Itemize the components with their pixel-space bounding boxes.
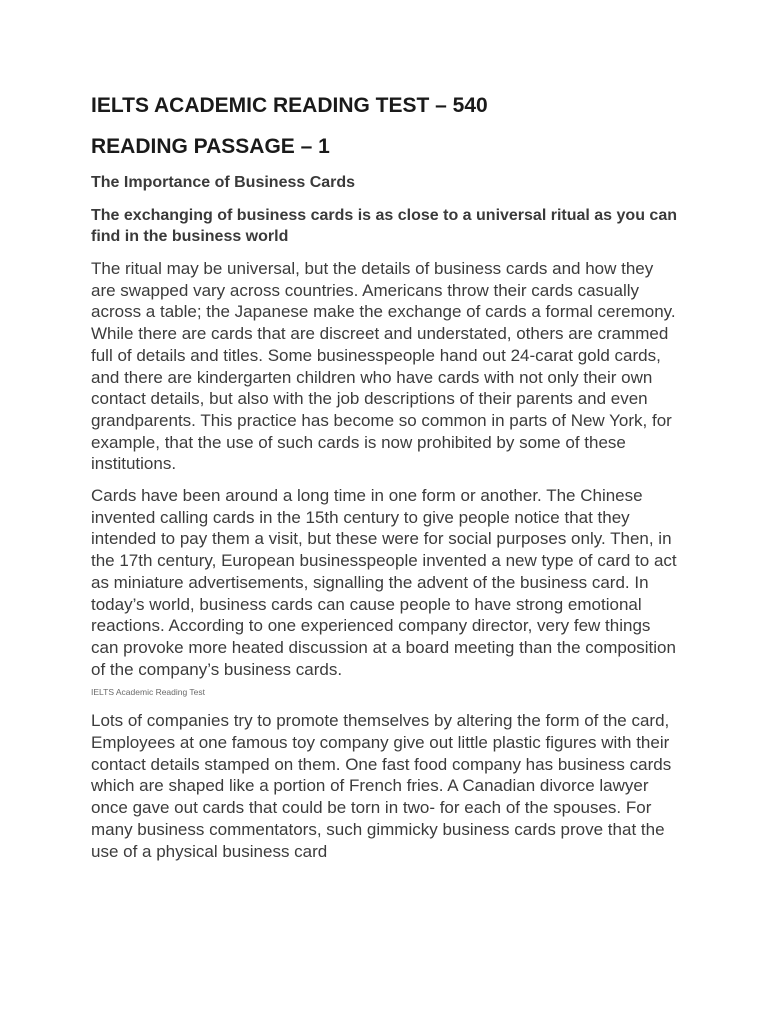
article-lead: The exchanging of business cards is as close to a universal ritual as you can find in the business world — [91, 207, 677, 245]
paragraph-1: The ritual may be universal, but the details of business cards and how they are swapped vary across countries. Americans throw their cards casually across a table; the Japanese make the exchange of cards a formal ceremony. While there are cards that are discreet and understated, others are crammed full of details and titles. Some businesspeople hand out 24-carat gold cards, and there are kindergarten children who have cards with not only their own contact details, but also with the job descriptions of their parents and even grandparents. This practice has become so common in parts of New York, for example, that the use of such cards is now prohibited by some of these institutions. — [91, 259, 676, 474]
paragraph-2: Cards have been around a long time in one form or another. The Chinese invented calling cards in the 15th century to give people notice that they intended to pay them a visit, but these were for social purposes only. Then, in the 17th century, European businesspeople invented a new type of card to act as miniature advertisements, signalling the advent of the business card. In today’s world, business cards can cause people to have strong emotional reactions. According to one experienced company director, very few things can provoke more heated discussion at a board meeting than the composition of the company’s business cards. — [91, 486, 677, 679]
test-title: IELTS ACADEMIC READING TEST – 540 — [91, 94, 488, 117]
article-title: The Importance of Business Cards — [91, 174, 356, 191]
passage-heading: READING PASSAGE – 1 — [91, 135, 330, 158]
page-footer-note: IELTS Academic Reading Test — [91, 687, 206, 698]
paragraph-3: Lots of companies try to promote themselves by altering the form of the card, Employees at one famous toy company give out little plastic figures with their contact details stamped on them. One fast food company has business cards which are shaped like a portion of French fries. A Canadian divorce lawyer once gave out cards that could be torn in two- for each of the spouses. For many business commentators, such gimmicky business cards prove that the use of a physical business card — [91, 711, 672, 861]
document-page — [91, 92, 681, 862]
